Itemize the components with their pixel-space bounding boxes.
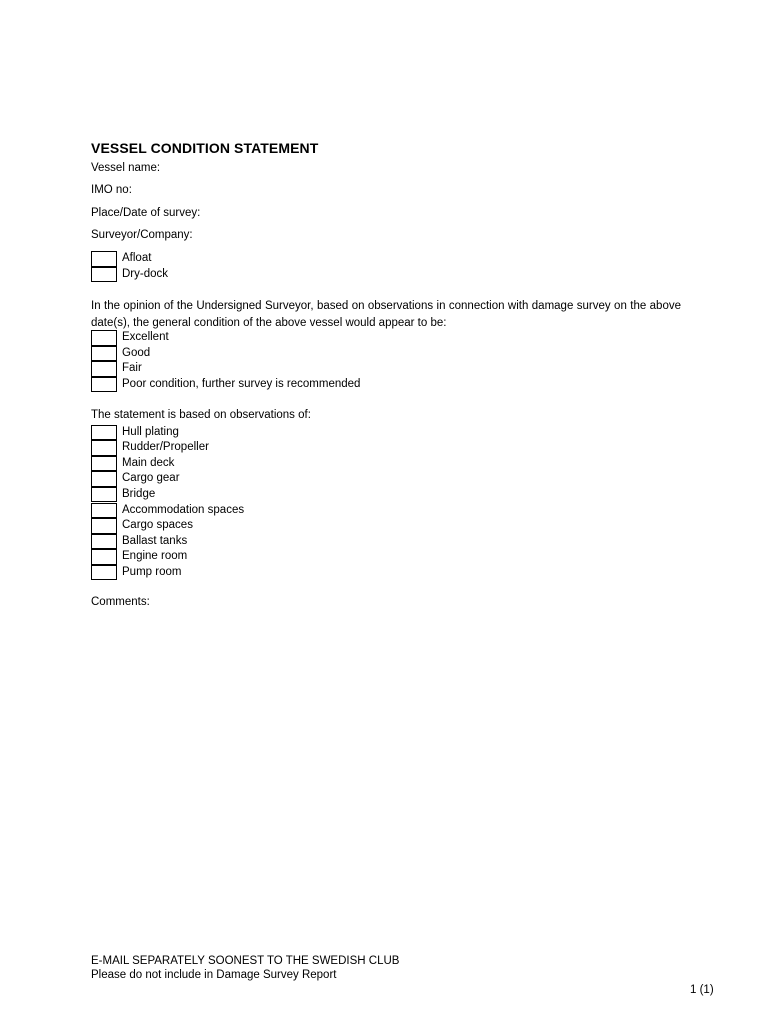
checkbox-afloat[interactable]: [91, 251, 117, 267]
observations-heading: The statement is based on observations of:: [91, 409, 311, 421]
page-number: 1 (1): [690, 984, 714, 996]
checkbox-cargo-spaces[interactable]: [91, 518, 117, 534]
checkbox-label-afloat: Afloat: [122, 252, 152, 264]
checkbox-label-dry-dock: Dry-dock: [122, 267, 169, 280]
checkbox-bridge[interactable]: [91, 487, 117, 503]
checkbox-good[interactable]: [91, 346, 117, 362]
checkbox-excellent[interactable]: [91, 330, 117, 346]
checkbox-poor[interactable]: [91, 377, 117, 393]
checkbox-label-cargo-spaces: Cargo spaces: [122, 519, 193, 532]
checkbox-ballast-tanks[interactable]: [91, 534, 117, 550]
checkbox-label-pump-room: Pump room: [122, 565, 182, 578]
checkbox-label-cargo-gear: Cargo gear: [122, 472, 180, 485]
checkbox-label-ballast-tanks: Ballast tanks: [122, 534, 188, 547]
checkbox-accommodation-spaces[interactable]: [91, 503, 117, 519]
checkbox-label-good: Good: [122, 346, 151, 359]
checkbox-engine-room[interactable]: [91, 549, 117, 565]
checkbox-fair[interactable]: [91, 361, 117, 377]
checkbox-hull-plating[interactable]: [91, 425, 117, 441]
checkbox-label-poor: Poor condition, further survey is recommended: [122, 377, 361, 390]
checkbox-main-deck[interactable]: [91, 456, 117, 472]
checkbox-cargo-gear[interactable]: [91, 471, 117, 487]
footer-report-note: Please do not include in Damage Survey Report: [91, 969, 337, 981]
checkbox-dry-dock[interactable]: [91, 267, 117, 283]
checkbox-label-bridge: Bridge: [122, 487, 156, 500]
document-title: VESSEL CONDITION STATEMENT: [91, 140, 319, 156]
opinion-paragraph: In the opinion of the Undersigned Surveyor, based on observations in connection with damage survey on the above date(s), the general condition of the above vessel would appear to be:: [91, 300, 681, 329]
footer-email-note: E-MAIL SEPARATELY SOONEST TO THE SWEDISH CLUB: [91, 955, 400, 967]
checkbox-label-engine-room: Engine room: [122, 550, 188, 563]
checkbox-label-rudder-propeller: Rudder/Propeller: [122, 441, 209, 454]
checkbox-label-fair: Fair: [122, 362, 142, 375]
checkbox-label-excellent: Excellent: [122, 331, 169, 343]
checkbox-label-hull-plating: Hull plating: [122, 425, 179, 438]
checkbox-label-accommodation-spaces: Accommodation spaces: [122, 503, 245, 516]
surveyor-company-label: Surveyor/Company:: [91, 229, 193, 241]
imo-no-label: IMO no:: [91, 184, 132, 196]
checkbox-label-main-deck: Main deck: [122, 456, 175, 469]
checkbox-rudder-propeller[interactable]: [91, 440, 117, 456]
comments-label: Comments:: [91, 596, 150, 608]
place-date-label: Place/Date of survey:: [91, 207, 201, 219]
vessel-name-label: Vessel name:: [91, 162, 161, 174]
checkbox-pump-room[interactable]: [91, 565, 117, 581]
